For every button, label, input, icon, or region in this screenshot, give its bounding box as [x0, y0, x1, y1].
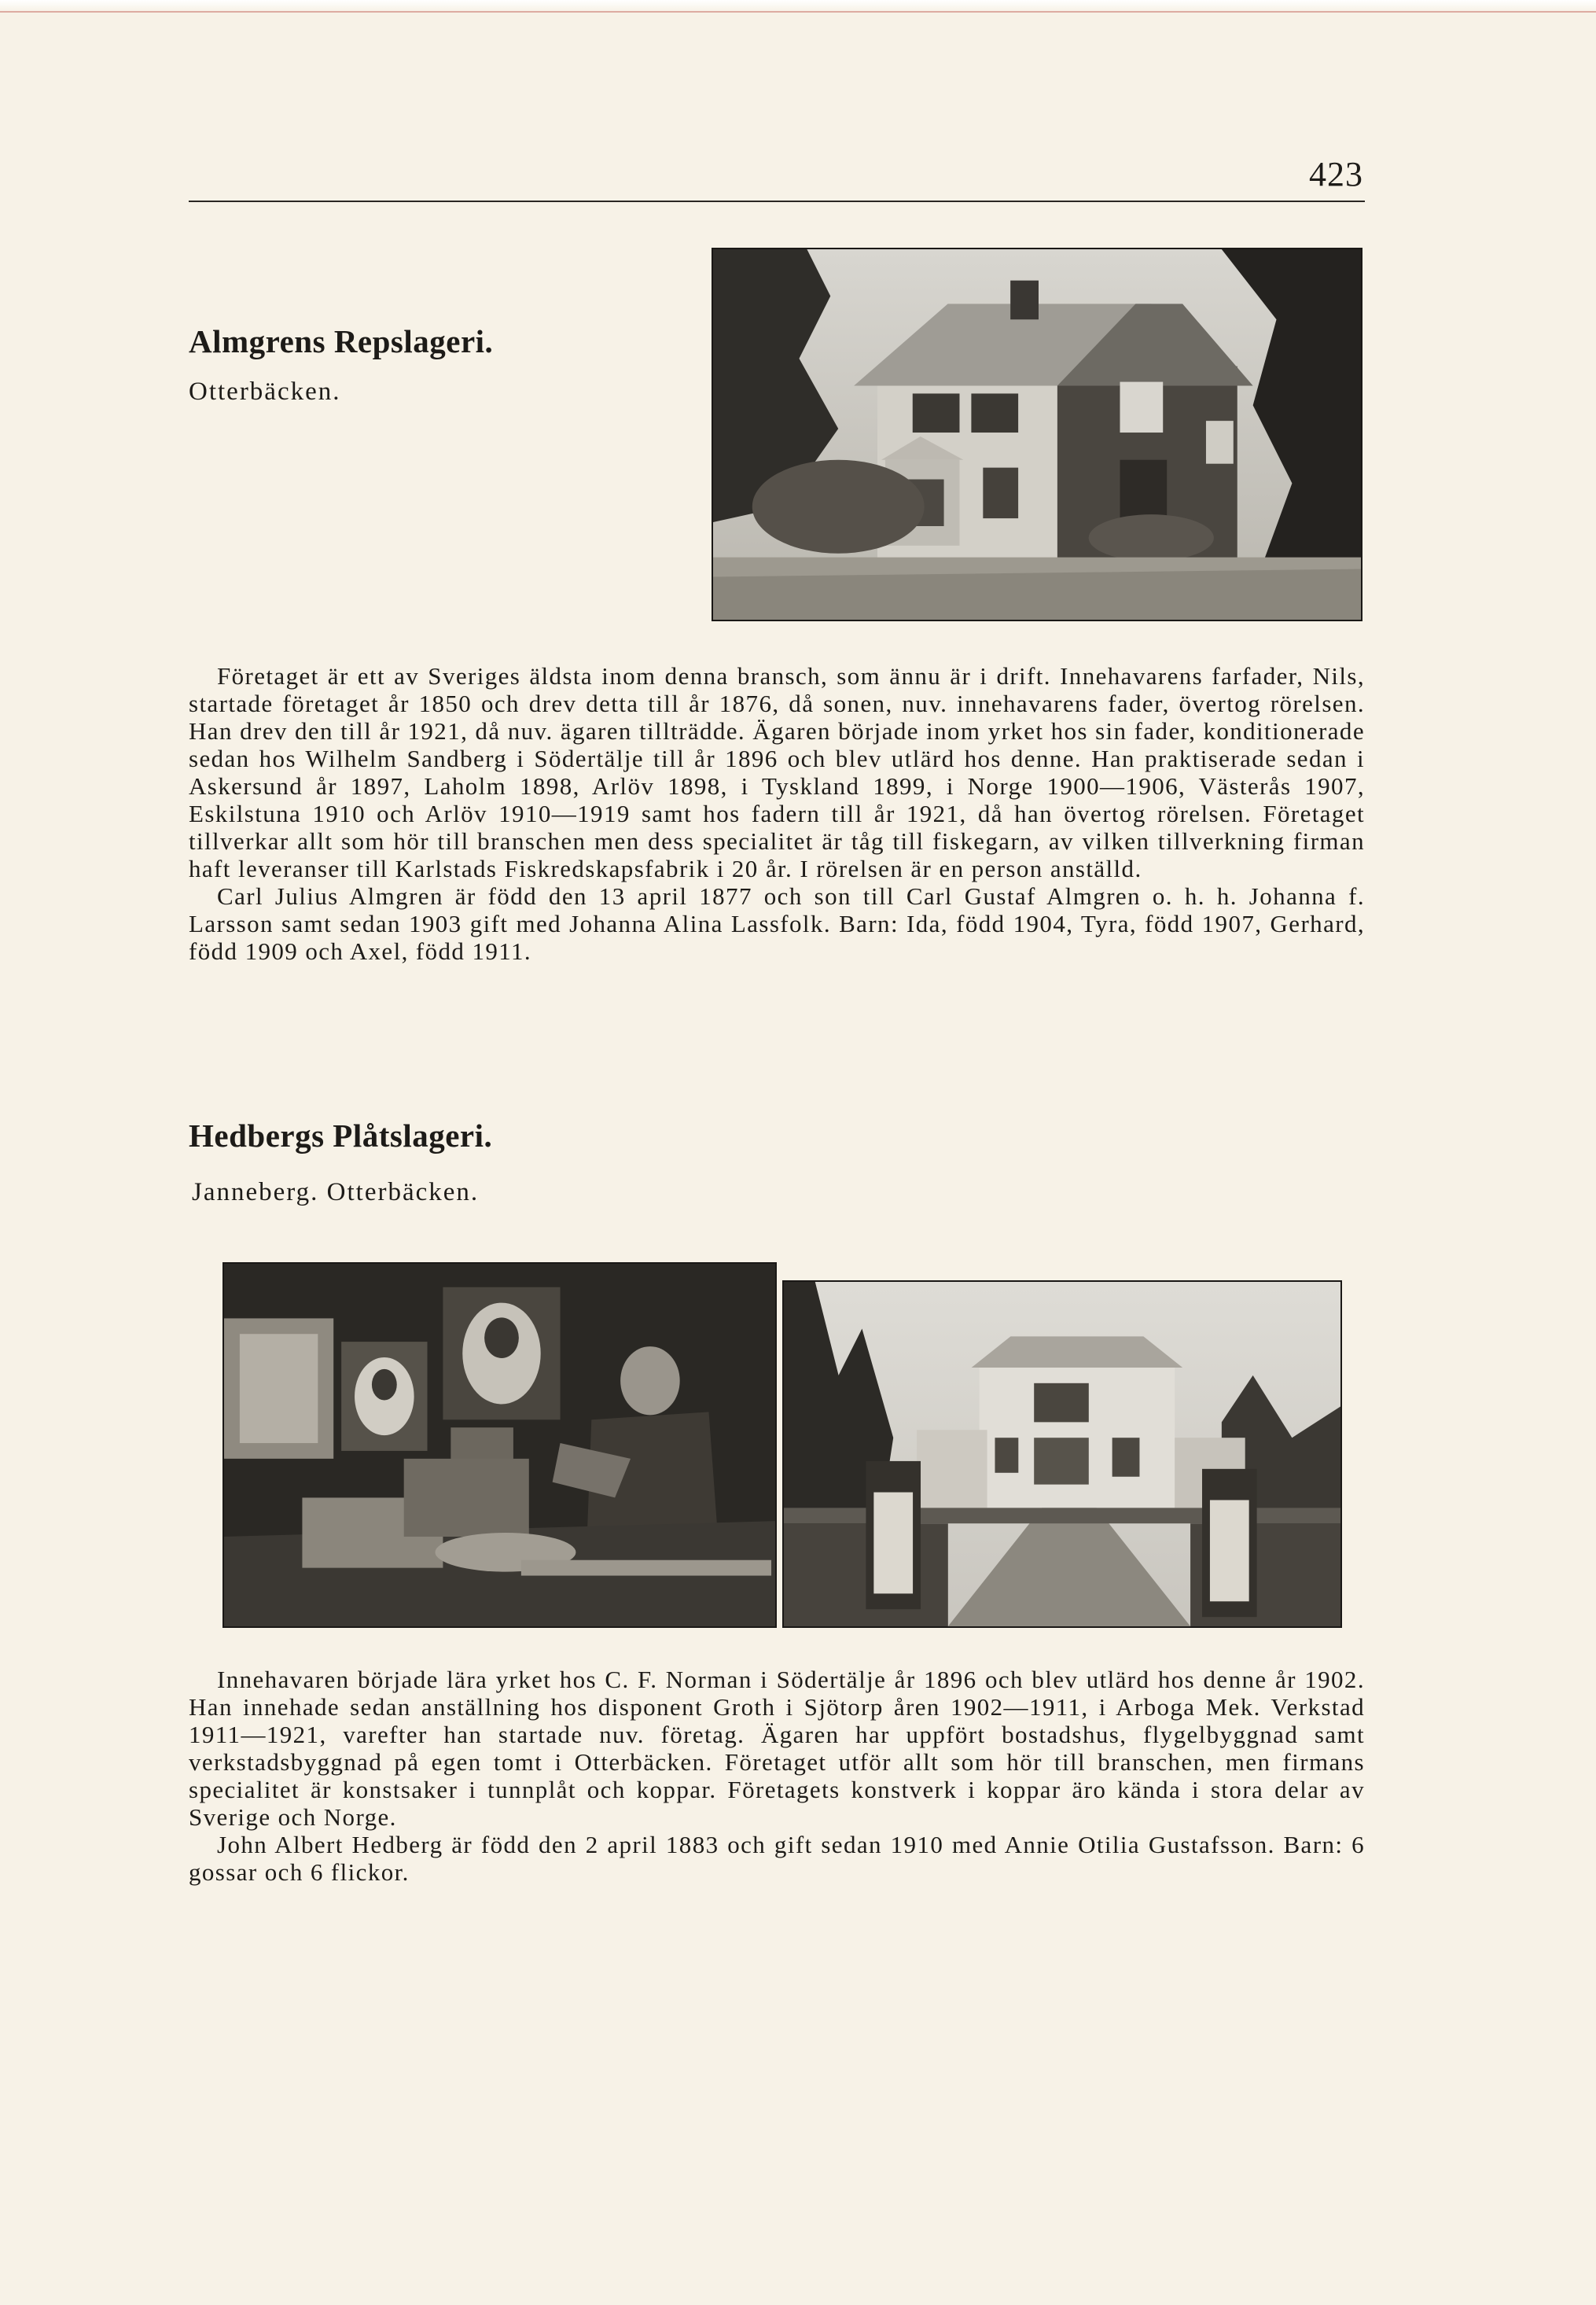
- page-number: 423: [1309, 155, 1363, 193]
- section1-title: Almgrens Repslageri.: [189, 323, 494, 359]
- photo-house-repslageri: [712, 248, 1362, 621]
- section2-paragraph-1: Innehavaren började lära yrket hos C. F. Norman i Södertälje år 1896 och blev utlärd hos denne år 1902. Han innehade sedan anställning hos disponent Groth i Sjötorp åren 1902—1911, i Arboga Mek. Verkstad 1911—1921, varefter han startade nuv. företag. Ägaren har uppfört bostadshus, flygelbyggnad samt verkstadsbyggnad på egen tomt i Otterbäcken. Företaget utför allt som hör till branschen, men firmans specialitet är konstsaker i tunnplåt och koppar. Företagets konstverk i koppar äro kända i stora delar av Sverige och Norge.: [189, 1666, 1365, 1831]
- section2-paragraph-2: John Albert Hedberg är född den 2 april 1883 och gift sedan 1910 med Annie Otilia Gustafsson. Barn: 6 gossar och 6 flickor.: [189, 1831, 1365, 1886]
- photo-workshop: [222, 1262, 777, 1628]
- section1-body: [189, 662, 1365, 965]
- paper-top-line: [0, 11, 1596, 13]
- section1-paragraph-1: Företaget är ett av Sveriges äldsta inom denna bransch, som ännu är i drift. Innehavarens farfader, Nils, startade företaget år 1850 och drev detta till år 1876, då sonen, nuv. innehavarens fader, övertog rörelsen. Han drev den till år 1921, då nuv. ägaren tillträdde. Ägaren började inom yrket hos sin fader, konditionerade sedan hos Wilhelm Sandberg i Södertälje till år 1896 och blev utlärd hos denne. Han praktiserade sedan i Askersund år 1897, Laholm 1898, Arlöv 1898, i Tyskland 1899, i Norge 1900—1906, Västerås 1907, Eskilstuna 1910 och Arlöv 1910—1919 samt hos fadern till år 1921, då han övertog rörelsen. Företaget tillverkar allt som hör till branschen men dess specialitet är tåg till fiskegarn, av vilken tillverkning firman haft leveranser till Karlstads Fiskredskapsfabrik i 20 år. I rörelsen är en person anställd.: [189, 662, 1365, 882]
- section1-paragraph-2: Carl Julius Almgren är född den 13 april 1877 och son till Carl Gustaf Almgren o. h. h. Johanna f. Larsson samt sedan 1903 gift med Johanna Alina Lassfolk. Barn: Ida, född 1904, Tyra, född 1907, Gerhard, född 1909 och Axel, född 1911.: [189, 882, 1365, 965]
- section1-location: Otterbäcken.: [189, 377, 341, 406]
- section2-location: Janneberg. Otterbäcken.: [192, 1178, 480, 1206]
- header-rule: [189, 201, 1365, 202]
- paper-top-edge: [0, 0, 1596, 11]
- photo-house-garden: [782, 1280, 1342, 1628]
- section2-title: Hedbergs Plåtslageri.: [189, 1118, 493, 1154]
- section2-body: [189, 1666, 1365, 1886]
